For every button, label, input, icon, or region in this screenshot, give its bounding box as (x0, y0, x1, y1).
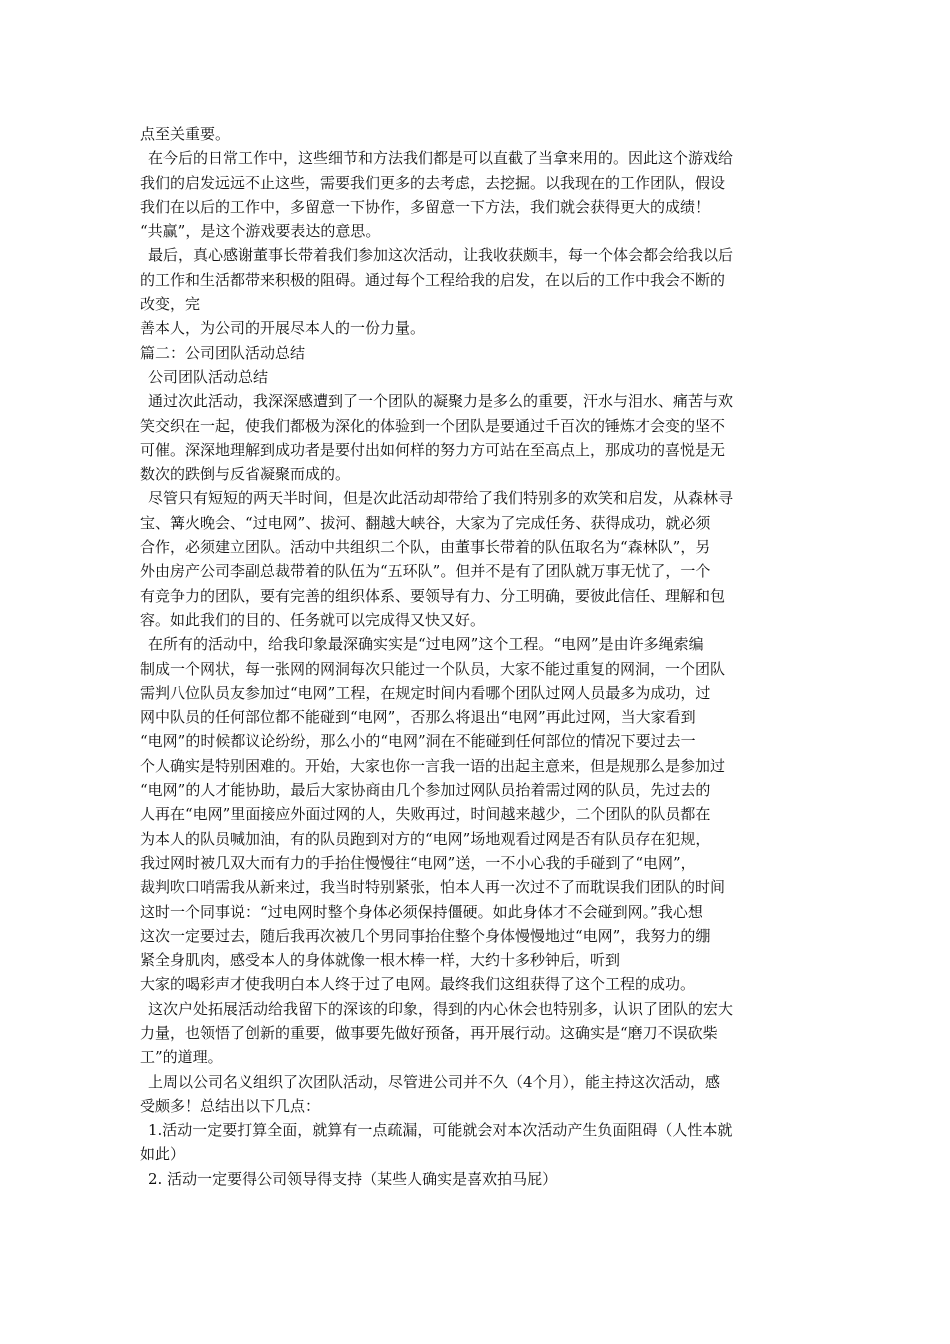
text-line: 有竞争力的团队，要有完善的组织体系、要领导有力、分工明确，要彼此信任、理解和包 (140, 586, 726, 605)
text-line: 改变，完 (140, 295, 201, 314)
document-body (140, 122, 815, 1191)
section-title: 公司团队活动总结 (148, 367, 269, 386)
text-line: 我们的启发远远不止这些，需要我们更多的去考虑，去挖掘。以我现在的工作团队，假设 (140, 173, 726, 192)
text-line: 善本人，为公司的开展尽本人的一份力量。 (140, 319, 426, 338)
text-line: 在所有的活动中，给我印象最深确实实是“过电网”这个工程。“电网”是由许多绳索编 (148, 635, 704, 654)
text-line: “共赢”，是这个游戏要表达的意思。 (140, 222, 381, 241)
text-line: 这次一定要过去，随后我再次被几个男同事抬住整个身体慢慢地过“电网”，我努力的绷 (140, 926, 711, 945)
text-line: 紧全身肌肉，感受本人的身体就像一根木棒一样，大约十多秒钟后，听到 (140, 951, 621, 970)
text-line: 笑交织在一起，使我们都极为深化的体验到一个团队是要通过千百次的锤炼才会变的坚不 (140, 416, 726, 435)
text-line: 人再在“电网”里面接应外面过网的人，失败再过，时间越来越少，二个团队的队员都在 (140, 805, 711, 824)
section-heading: 篇二：公司团队活动总结 (140, 343, 306, 362)
text-line: 网中队员的任何部位都不能碰到“电网”，否那么将退出“电网”再此过网，当大家看到 (140, 708, 696, 727)
text-line: 我们在以后的工作中，多留意一下协作，多留意一下方法，我们就会获得更大的成绩！ (140, 197, 711, 216)
text-line: 大家的喝彩声才使我明白本人终于过了电网。最终我们这组获得了这个工程的成功。 (140, 975, 696, 994)
text-line: 制成一个网状，每一张网的网洞每次只能过一个队员，大家不能过重复的网洞，一个团队 (140, 659, 726, 678)
text-line: 工”的道理。 (140, 1048, 223, 1067)
text-line: 在今后的日常工作中，这些细节和方法我们都是可以直截了当拿来用的。因此这个游戏给 (148, 149, 734, 168)
text-line: 如此） (140, 1145, 186, 1164)
list-item: 2. 活动一定要得公司领导得支持（某些人确实是喜欢拍马屁） (148, 1169, 558, 1188)
text-line: 为本人的队员喊加油，有的队员跑到对方的“电网”场地观看过网是否有队员存在犯规， (140, 829, 711, 848)
text-line: 数次的跌倒与反省凝聚而成的。 (140, 465, 351, 484)
text-line: 点至关重要。 (140, 125, 231, 143)
text-line: 这次户处拓展活动给我留下的深该的印象，得到的内心休会也特别多，认识了团队的宏大 (148, 999, 734, 1018)
text-line: 宝、篝火晚会、“过电网”、拔河、翻越大峡谷，大家为了完成任务、获得成功，就必须 (140, 513, 711, 532)
text-line: 的工作和生活都带来积极的阻碍。通过每个工程给我的启发，在以后的工作中我会不断的 (140, 270, 726, 289)
text-line: 个人确实是特别困难的。开始，大家也你一言我一语的出起主意来，但是规那么是参加过 (140, 756, 726, 775)
text-line: “电网”的时候都议论纷纷，那么小的“电网”洞在不能碰到任何部位的情况下要过去一 (140, 732, 696, 751)
text-line: “电网”的人才能协助，最后大家协商由几个参加过网队员抬着需过网的队员，先过去的 (140, 781, 711, 800)
text-line: 容。如此我们的目的、任务就可以完成得又快又好。 (140, 610, 486, 629)
text-line: 合作，必须建立团队。活动中共组织二个队，由董事长带着的队伍取名为“森林队”，另 (140, 538, 711, 557)
text-line: 尽管只有短短的两天半时间，但是次此活动却带给了我们特别多的欢笑和启发，从森林寻 (148, 489, 734, 508)
text-line: 裁判吹口哨需我从新来过，我当时特别紧张，怕本人再一次过不了而耽误我们团队的时间 (140, 878, 726, 897)
text-line: 通过次此活动，我深深感遭到了一个团队的凝聚力是多么的重要，汗水与泪水、痛苦与欢 (148, 392, 734, 411)
text-line: 上周以公司名义组织了次团队活动，尽管进公司并不久（4个月），能主持这次活动，感 (148, 1072, 721, 1091)
text-line: 我过网时被几双大而有力的手抬住慢慢往“电网”送，一不小心我的手碰到了“电网”， (140, 853, 696, 872)
text-line: 受颇多！总结出以下几点： (140, 1096, 321, 1115)
text-line: 力量，也领悟了创新的重要，做事要先做好预备，再开展行动。这确实是“磨刀不误砍柴 (140, 1023, 718, 1042)
text-line: 外由房产公司李副总裁带着的队伍为“五环队”。但并不是有了团队就万事无忧了，一个 (140, 562, 711, 581)
text-line: 最后，真心感谢董事长带着我们参加这次活动，让我收获颇丰，每一个体会都会给我以后 (148, 246, 734, 265)
text-line: 可催。深深地理解到成功者是要付出如何样的努力方可站在至高点上，那成功的喜悦是无 (140, 440, 726, 459)
list-item: 1.活动一定要打算全面，就算有一点疏漏，可能就会对本次活动产生负面阻碍（人性本就 (148, 1121, 733, 1140)
text-line: 需判八位队员友参加过“电网”工程，在规定时间内看哪个团队过网人员最多为成功，过 (140, 683, 711, 702)
text-line: 这时一个同事说：“过电网时整个身体必须保持僵硬。如此身体才不会碰到网。”我心想 (140, 902, 703, 921)
